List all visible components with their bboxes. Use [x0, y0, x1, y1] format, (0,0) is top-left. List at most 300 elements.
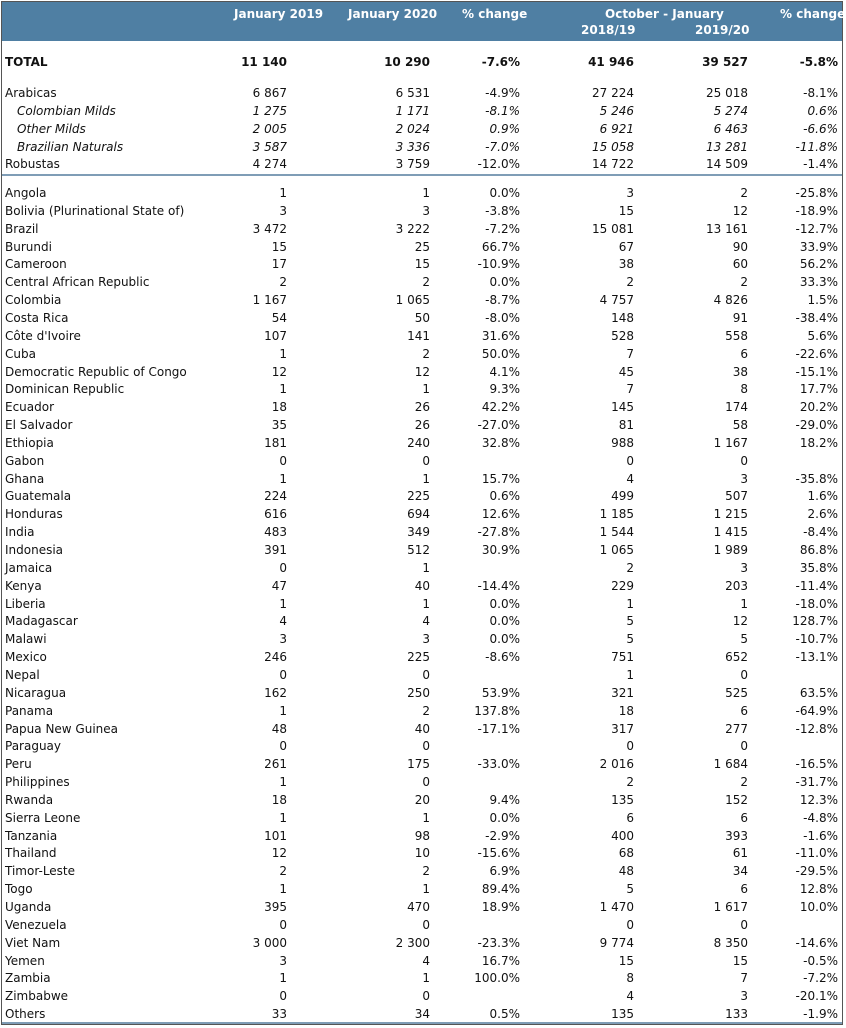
total-row	[2, 53, 842, 71]
table-row	[2, 202, 842, 220]
cell-2018-19: 3	[626, 186, 634, 200]
cell-jan-2020: 2	[422, 703, 430, 718]
table-row	[2, 398, 842, 416]
cell-pct-change-period: 17.7%	[799, 382, 838, 397]
cell-jan-2020: 12	[414, 364, 430, 379]
cell-pct-change-month: -15.6%	[477, 846, 520, 861]
cell-pct-change-month: 18.9%	[481, 900, 520, 914]
cell-2018-19: 2	[626, 275, 634, 290]
cell-jan-2019: 1	[279, 186, 287, 200]
cell-2018-19: 7	[626, 346, 634, 361]
cell-jan-2020: 512	[407, 543, 430, 557]
cell-2018-19: 1	[626, 596, 634, 611]
cell-2019-20: 203	[725, 578, 748, 593]
row-label: Central African Republic	[5, 275, 150, 290]
cell-2019-20: 5 274	[713, 103, 748, 118]
table-row	[2, 309, 842, 327]
cell-2018-19: 18	[618, 703, 634, 718]
cell-pct-change-month: 12.6%	[481, 507, 520, 522]
cell-2019-20: 60	[732, 257, 748, 272]
cell-2018-19: 4 757	[599, 293, 634, 308]
cell-pct-change-month: 30.9%	[481, 543, 520, 557]
cell-2019-20: 15	[732, 953, 748, 968]
cell-2019-20: 12	[732, 614, 748, 629]
cell-jan-2019: 3	[279, 203, 287, 218]
cell-jan-2019: 3 587	[252, 139, 287, 154]
cell-pct-change-period: -31.7%	[795, 775, 838, 790]
cell-pct-change-period: -5.8%	[799, 55, 838, 69]
cell-pct-change-month: -17.1%	[477, 721, 520, 736]
cell-2018-19: 5 246	[599, 103, 634, 118]
cell-2018-19: 2	[626, 560, 634, 575]
cell-2018-19: 48	[618, 864, 634, 879]
cell-2019-20: 6	[740, 346, 748, 361]
cell-jan-2020: 694	[407, 507, 430, 522]
cell-jan-2019: 2	[279, 275, 287, 290]
cell-jan-2020: 2	[422, 275, 430, 290]
cell-2019-20: 558	[725, 328, 748, 343]
cell-pct-change-month: 100.0%	[474, 971, 520, 986]
row-label: Gabon	[5, 453, 45, 468]
cell-jan-2020: 1	[422, 882, 430, 897]
cell-pct-change-month: -8.7%	[485, 293, 520, 308]
cell-jan-2019: 483	[264, 525, 287, 540]
cell-pct-change-month: 0.0%	[489, 275, 520, 290]
cell-2018-19: 1 065	[599, 543, 634, 557]
cell-pct-change-month: -12.0%	[477, 157, 520, 172]
cell-pct-change-period: 128.7%	[792, 614, 838, 629]
cell-pct-change-month: -2.9%	[485, 828, 520, 843]
cell-jan-2020: 26	[414, 400, 430, 415]
cell-2019-20: 61	[732, 846, 748, 861]
table-row	[2, 220, 842, 238]
cell-pct-change-period: -7.2%	[803, 971, 838, 986]
cell-pct-change-period: -1.9%	[803, 1007, 838, 1022]
cell-2019-20: 0	[740, 453, 748, 468]
row-label: Zambia	[5, 971, 51, 986]
cell-pct-change-month: 0.0%	[489, 614, 520, 629]
cell-jan-2019: 18	[271, 400, 287, 415]
cell-jan-2020: 1	[422, 596, 430, 611]
cell-2018-19: 81	[618, 418, 634, 433]
cell-pct-change-period: 2.6%	[807, 507, 838, 522]
row-label: Panama	[5, 703, 54, 718]
cell-jan-2020: 1	[422, 186, 430, 200]
cell-pct-change-month: -14.4%	[477, 578, 520, 593]
cell-2019-20: 525	[725, 685, 748, 700]
cell-jan-2020: 0	[422, 989, 430, 1004]
cell-pct-change-month: 0.0%	[489, 596, 520, 611]
cell-jan-2020: 0	[422, 667, 430, 682]
row-label: Colombia	[5, 293, 62, 308]
cell-pct-change-period: -20.1%	[795, 989, 838, 1004]
cell-2019-20: 6	[740, 882, 748, 897]
cell-pct-change-month: -23.3%	[477, 935, 520, 950]
cell-2019-20: 6 463	[713, 121, 748, 136]
row-label: Côte d'Ivoire	[5, 328, 81, 343]
cell-pct-change-period: -16.5%	[795, 757, 838, 772]
cell-jan-2020: 25	[414, 239, 430, 254]
cell-pct-change-period: -29.5%	[795, 864, 838, 879]
row-label: Robustas	[5, 157, 60, 172]
row-label: Malawi	[5, 632, 47, 647]
cell-jan-2020: 0	[422, 775, 430, 790]
table-row	[2, 120, 842, 138]
row-label: Angola	[5, 186, 47, 200]
table-row	[2, 862, 842, 880]
cell-jan-2019: 3	[279, 953, 287, 968]
cell-pct-change-month: 42.2%	[481, 400, 520, 415]
cell-jan-2019: 54	[271, 310, 287, 325]
cell-jan-2019: 261	[264, 757, 287, 772]
cell-jan-2019: 101	[264, 828, 287, 843]
cell-2018-19: 38	[618, 257, 634, 272]
row-label: Uganda	[5, 900, 52, 914]
header-period: October - January	[605, 7, 724, 21]
cell-2018-19: 148	[611, 310, 634, 325]
row-label: Jamaica	[5, 560, 53, 575]
cell-pct-change-month: -10.9%	[477, 257, 520, 272]
cell-pct-change-period: 35.8%	[799, 560, 838, 575]
cell-jan-2019: 3 472	[252, 221, 287, 236]
row-label: Timor-Leste	[5, 864, 76, 879]
cell-pct-change-period: 0.6%	[807, 103, 838, 118]
cell-jan-2020: 2 300	[395, 935, 430, 950]
cell-pct-change-period: 20.2%	[799, 400, 838, 415]
cell-2019-20: 14 509	[706, 157, 748, 172]
row-label: Togo	[5, 882, 33, 897]
row-label: Nepal	[5, 667, 40, 682]
cell-2019-20: 7	[740, 971, 748, 986]
row-label: Others	[5, 1007, 46, 1022]
table-row	[2, 363, 842, 381]
cell-jan-2020: 1	[422, 971, 430, 986]
cell-pct-change-period: -35.8%	[795, 471, 838, 486]
cell-jan-2019: 1	[279, 346, 287, 361]
table-row	[2, 773, 842, 791]
cell-pct-change-month: 0.5%	[489, 1007, 520, 1022]
cell-pct-change-month: 32.8%	[481, 435, 520, 450]
coffee-exports-table	[1, 1, 846, 1025]
cell-2018-19: 5	[626, 614, 634, 629]
cell-pct-change-period: -8.1%	[803, 86, 838, 100]
cell-jan-2020: 3 759	[395, 157, 430, 172]
cell-2019-20: 1 684	[713, 757, 748, 772]
cell-2019-20: 152	[725, 792, 748, 807]
table-row	[2, 952, 842, 970]
cell-2018-19: 15	[618, 953, 634, 968]
cell-jan-2020: 0	[422, 453, 430, 468]
cell-pct-change-period: 56.2%	[799, 257, 838, 272]
table-row	[2, 934, 842, 952]
row-label: Rwanda	[5, 792, 54, 807]
cell-2019-20: 6	[740, 810, 748, 825]
cell-jan-2020: 3	[422, 632, 430, 647]
cell-jan-2020: 1	[422, 560, 430, 575]
cell-jan-2019: 1 167	[252, 293, 287, 308]
header-2018-19: 2018/19	[581, 23, 636, 37]
cell-jan-2019: 17	[271, 257, 287, 272]
table-row	[2, 155, 842, 173]
cell-jan-2019: 3 000	[252, 935, 287, 950]
row-label: Arabicas	[5, 86, 57, 100]
table-row	[2, 577, 842, 595]
row-label: Guatemala	[5, 489, 72, 504]
cell-2019-20: 90	[732, 239, 748, 254]
cell-pct-change-period: 63.5%	[799, 685, 838, 700]
cell-2019-20: 12	[732, 203, 748, 218]
cell-jan-2020: 2	[422, 346, 430, 361]
cell-2018-19: 135	[611, 1007, 634, 1022]
cell-jan-2020: 141	[407, 328, 430, 343]
cell-pct-change-month: 6.9%	[489, 864, 520, 879]
cell-pct-change-period: -10.7%	[795, 632, 838, 647]
cell-jan-2020: 10	[414, 846, 430, 861]
cell-2019-20: 25 018	[706, 86, 748, 100]
header-january-2020: January 2020	[348, 7, 438, 21]
cell-jan-2019: 0	[279, 917, 287, 932]
table-row	[2, 648, 842, 666]
cell-2018-19: 751	[611, 650, 634, 665]
table-row	[2, 898, 842, 916]
table-row	[2, 791, 842, 809]
cell-pct-change-period: -0.5%	[803, 953, 838, 968]
row-label: Viet Nam	[5, 935, 61, 950]
table-row	[2, 505, 842, 523]
cell-jan-2020: 1	[422, 471, 430, 486]
cell-pct-change-period: -12.7%	[795, 221, 838, 236]
cell-2018-19: 5	[626, 632, 634, 647]
cell-pct-change-month: -33.0%	[477, 757, 520, 772]
cell-jan-2019: 47	[271, 578, 287, 593]
cell-2018-19: 7	[626, 382, 634, 397]
cell-jan-2020: 3 222	[395, 221, 430, 236]
cell-2018-19: 15	[618, 203, 634, 218]
cell-2019-20: 2	[740, 186, 748, 200]
cell-jan-2019: 246	[264, 650, 287, 665]
cell-jan-2019: 15	[271, 239, 287, 254]
cell-2019-20: 0	[740, 917, 748, 932]
cell-jan-2020: 2	[422, 864, 430, 879]
cell-pct-change-period: 10.0%	[799, 900, 838, 914]
table-row	[2, 916, 842, 934]
row-label: Yemen	[5, 953, 45, 968]
cell-jan-2019: 18	[271, 792, 287, 807]
table-row	[2, 969, 842, 987]
cell-2018-19: 528	[611, 328, 634, 343]
row-label: El Salvador	[5, 418, 73, 433]
cell-jan-2020: 6 531	[395, 86, 430, 100]
cell-2018-19: 135	[611, 792, 634, 807]
cell-jan-2019: 2	[279, 864, 287, 879]
cell-jan-2019: 2 005	[252, 121, 287, 136]
cell-pct-change-month: -7.0%	[485, 139, 520, 154]
cell-pct-change-month: 0.6%	[489, 489, 520, 504]
row-label: Thailand	[5, 846, 57, 861]
cell-pct-change-month: -4.9%	[485, 86, 520, 100]
cell-pct-change-period: 33.3%	[799, 275, 838, 290]
table-row	[2, 345, 842, 363]
cell-jan-2019: 0	[279, 453, 287, 468]
cell-2018-19: 1 470	[599, 900, 634, 914]
row-label: Philippines	[5, 775, 70, 790]
row-label: Peru	[5, 757, 32, 772]
table-row	[2, 470, 842, 488]
cell-jan-2019: 1	[279, 703, 287, 718]
table-row	[2, 612, 842, 630]
row-label: Mexico	[5, 650, 47, 665]
cell-jan-2020: 240	[407, 435, 430, 450]
cell-2019-20: 4 826	[713, 293, 748, 308]
row-label: Nicaragua	[5, 685, 67, 700]
cell-pct-change-month: 89.4%	[481, 882, 520, 897]
cell-pct-change-period: -38.4%	[795, 310, 838, 325]
cell-pct-change-month: 0.0%	[489, 186, 520, 200]
cell-pct-change-period: -15.1%	[795, 364, 838, 379]
header-january-2019: January 2019	[234, 7, 324, 21]
cell-pct-change-month: 53.9%	[481, 685, 520, 700]
table-row	[2, 327, 842, 345]
cell-2018-19: 400	[611, 828, 634, 843]
row-label: Burundi	[5, 239, 52, 254]
cell-2018-19: 14 722	[592, 157, 634, 172]
cell-jan-2019: 1	[279, 810, 287, 825]
cell-pct-change-period: -22.6%	[795, 346, 838, 361]
cell-2019-20: 1 167	[713, 435, 748, 450]
cell-jan-2019: 4 274	[252, 157, 287, 172]
cell-2019-20: 8 350	[713, 935, 748, 950]
cell-pct-change-month: -27.0%	[477, 418, 520, 433]
cell-2018-19: 1 544	[599, 525, 634, 540]
row-label: Kenya	[5, 578, 42, 593]
cell-jan-2020: 10 290	[384, 55, 430, 69]
cell-2018-19: 4	[626, 989, 634, 1004]
cell-jan-2019: 1	[279, 971, 287, 986]
cell-pct-change-period: 1.6%	[807, 489, 838, 504]
cell-pct-change-period: 86.8%	[799, 543, 838, 557]
row-label: Colombian Milds	[17, 103, 116, 118]
row-label: India	[5, 525, 35, 540]
bottom-rule	[2, 1022, 842, 1024]
table-row	[2, 702, 842, 720]
cell-2019-20: 0	[740, 667, 748, 682]
table-row	[2, 255, 842, 273]
row-label: Bolivia (Plurinational State of)	[5, 203, 185, 218]
header-pct-change-month: % change	[462, 7, 528, 21]
row-label: Ecuador	[5, 400, 55, 415]
cell-jan-2020: 1 065	[395, 293, 430, 308]
cell-pct-change-month: -8.0%	[485, 310, 520, 325]
cell-2018-19: 317	[611, 721, 634, 736]
table-row	[2, 844, 842, 862]
row-label: Zimbabwe	[5, 989, 69, 1004]
cell-2019-20: 1 617	[713, 900, 748, 914]
cell-2019-20: 1 989	[713, 543, 748, 557]
row-label: Costa Rica	[5, 310, 69, 325]
cell-pct-change-period: 12.3%	[799, 792, 838, 807]
cell-jan-2019: 4	[279, 614, 287, 629]
table-row	[2, 452, 842, 470]
cell-pct-change-period: -13.1%	[795, 650, 838, 665]
cell-pct-change-month: 66.7%	[481, 239, 520, 254]
cell-2018-19: 4	[626, 471, 634, 486]
cell-jan-2020: 40	[414, 578, 430, 593]
cell-pct-change-period: -8.4%	[803, 525, 838, 540]
table-row	[2, 102, 842, 120]
cell-jan-2019: 1	[279, 596, 287, 611]
table-row	[2, 880, 842, 898]
cell-2019-20: 3	[740, 471, 748, 486]
row-label: Tanzania	[5, 828, 58, 843]
cell-2019-20: 2	[740, 775, 748, 790]
cell-2019-20: 13 161	[706, 221, 748, 236]
cell-2019-20: 6	[740, 703, 748, 718]
cell-pct-change-period: -1.6%	[803, 828, 838, 843]
cell-jan-2020: 470	[407, 900, 430, 914]
table-row	[2, 720, 842, 738]
cell-jan-2019: 224	[264, 489, 287, 504]
table-row	[2, 666, 842, 684]
row-label: Brazil	[5, 221, 39, 236]
cell-2018-19: 321	[611, 685, 634, 700]
cell-2018-19: 68	[618, 846, 634, 861]
cell-2018-19: 0	[626, 453, 634, 468]
table-row	[2, 84, 842, 102]
table-row	[2, 987, 842, 1005]
row-label: Venezuela	[5, 917, 67, 932]
cell-2018-19: 5	[626, 882, 634, 897]
table-row	[2, 809, 842, 827]
cell-2019-20: 5	[740, 632, 748, 647]
row-label: Papua New Guinea	[5, 721, 119, 736]
table-row	[2, 434, 842, 452]
table-row	[2, 416, 842, 434]
cell-jan-2020: 250	[407, 685, 430, 700]
cell-2018-19: 1	[626, 667, 634, 682]
cell-2019-20: 0	[740, 739, 748, 754]
cell-2018-19: 1 185	[599, 507, 634, 522]
cell-jan-2019: 12	[271, 846, 287, 861]
cell-2018-19: 2 016	[599, 757, 634, 772]
cell-pct-change-period: -29.0%	[795, 418, 838, 433]
table-row	[2, 238, 842, 256]
cell-2018-19: 8	[626, 971, 634, 986]
cell-2019-20: 38	[732, 364, 748, 379]
table-row	[2, 138, 842, 156]
cell-jan-2019: 0	[279, 989, 287, 1004]
cell-jan-2020: 225	[407, 489, 430, 504]
cell-2019-20: 507	[725, 489, 748, 504]
cell-2019-20: 34	[732, 864, 748, 879]
row-label: Paraguay	[5, 739, 62, 754]
cell-jan-2020: 98	[414, 828, 430, 843]
cell-jan-2020: 15	[414, 257, 430, 272]
table-row	[2, 523, 842, 541]
row-label: Ghana	[5, 471, 45, 486]
cell-2018-19: 2	[626, 775, 634, 790]
cell-jan-2019: 395	[264, 900, 287, 914]
cell-2019-20: 39 527	[702, 55, 748, 69]
cell-jan-2020: 34	[414, 1007, 430, 1022]
cell-pct-change-month: 50.0%	[481, 346, 520, 361]
cell-pct-change-period: 33.9%	[799, 239, 838, 254]
cell-jan-2019: 0	[279, 560, 287, 575]
cell-pct-change-month: 15.7%	[481, 471, 520, 486]
cell-pct-change-month: 9.3%	[489, 382, 520, 397]
table-row	[2, 737, 842, 755]
cell-2019-20: 58	[732, 418, 748, 433]
cell-2018-19: 6	[626, 810, 634, 825]
